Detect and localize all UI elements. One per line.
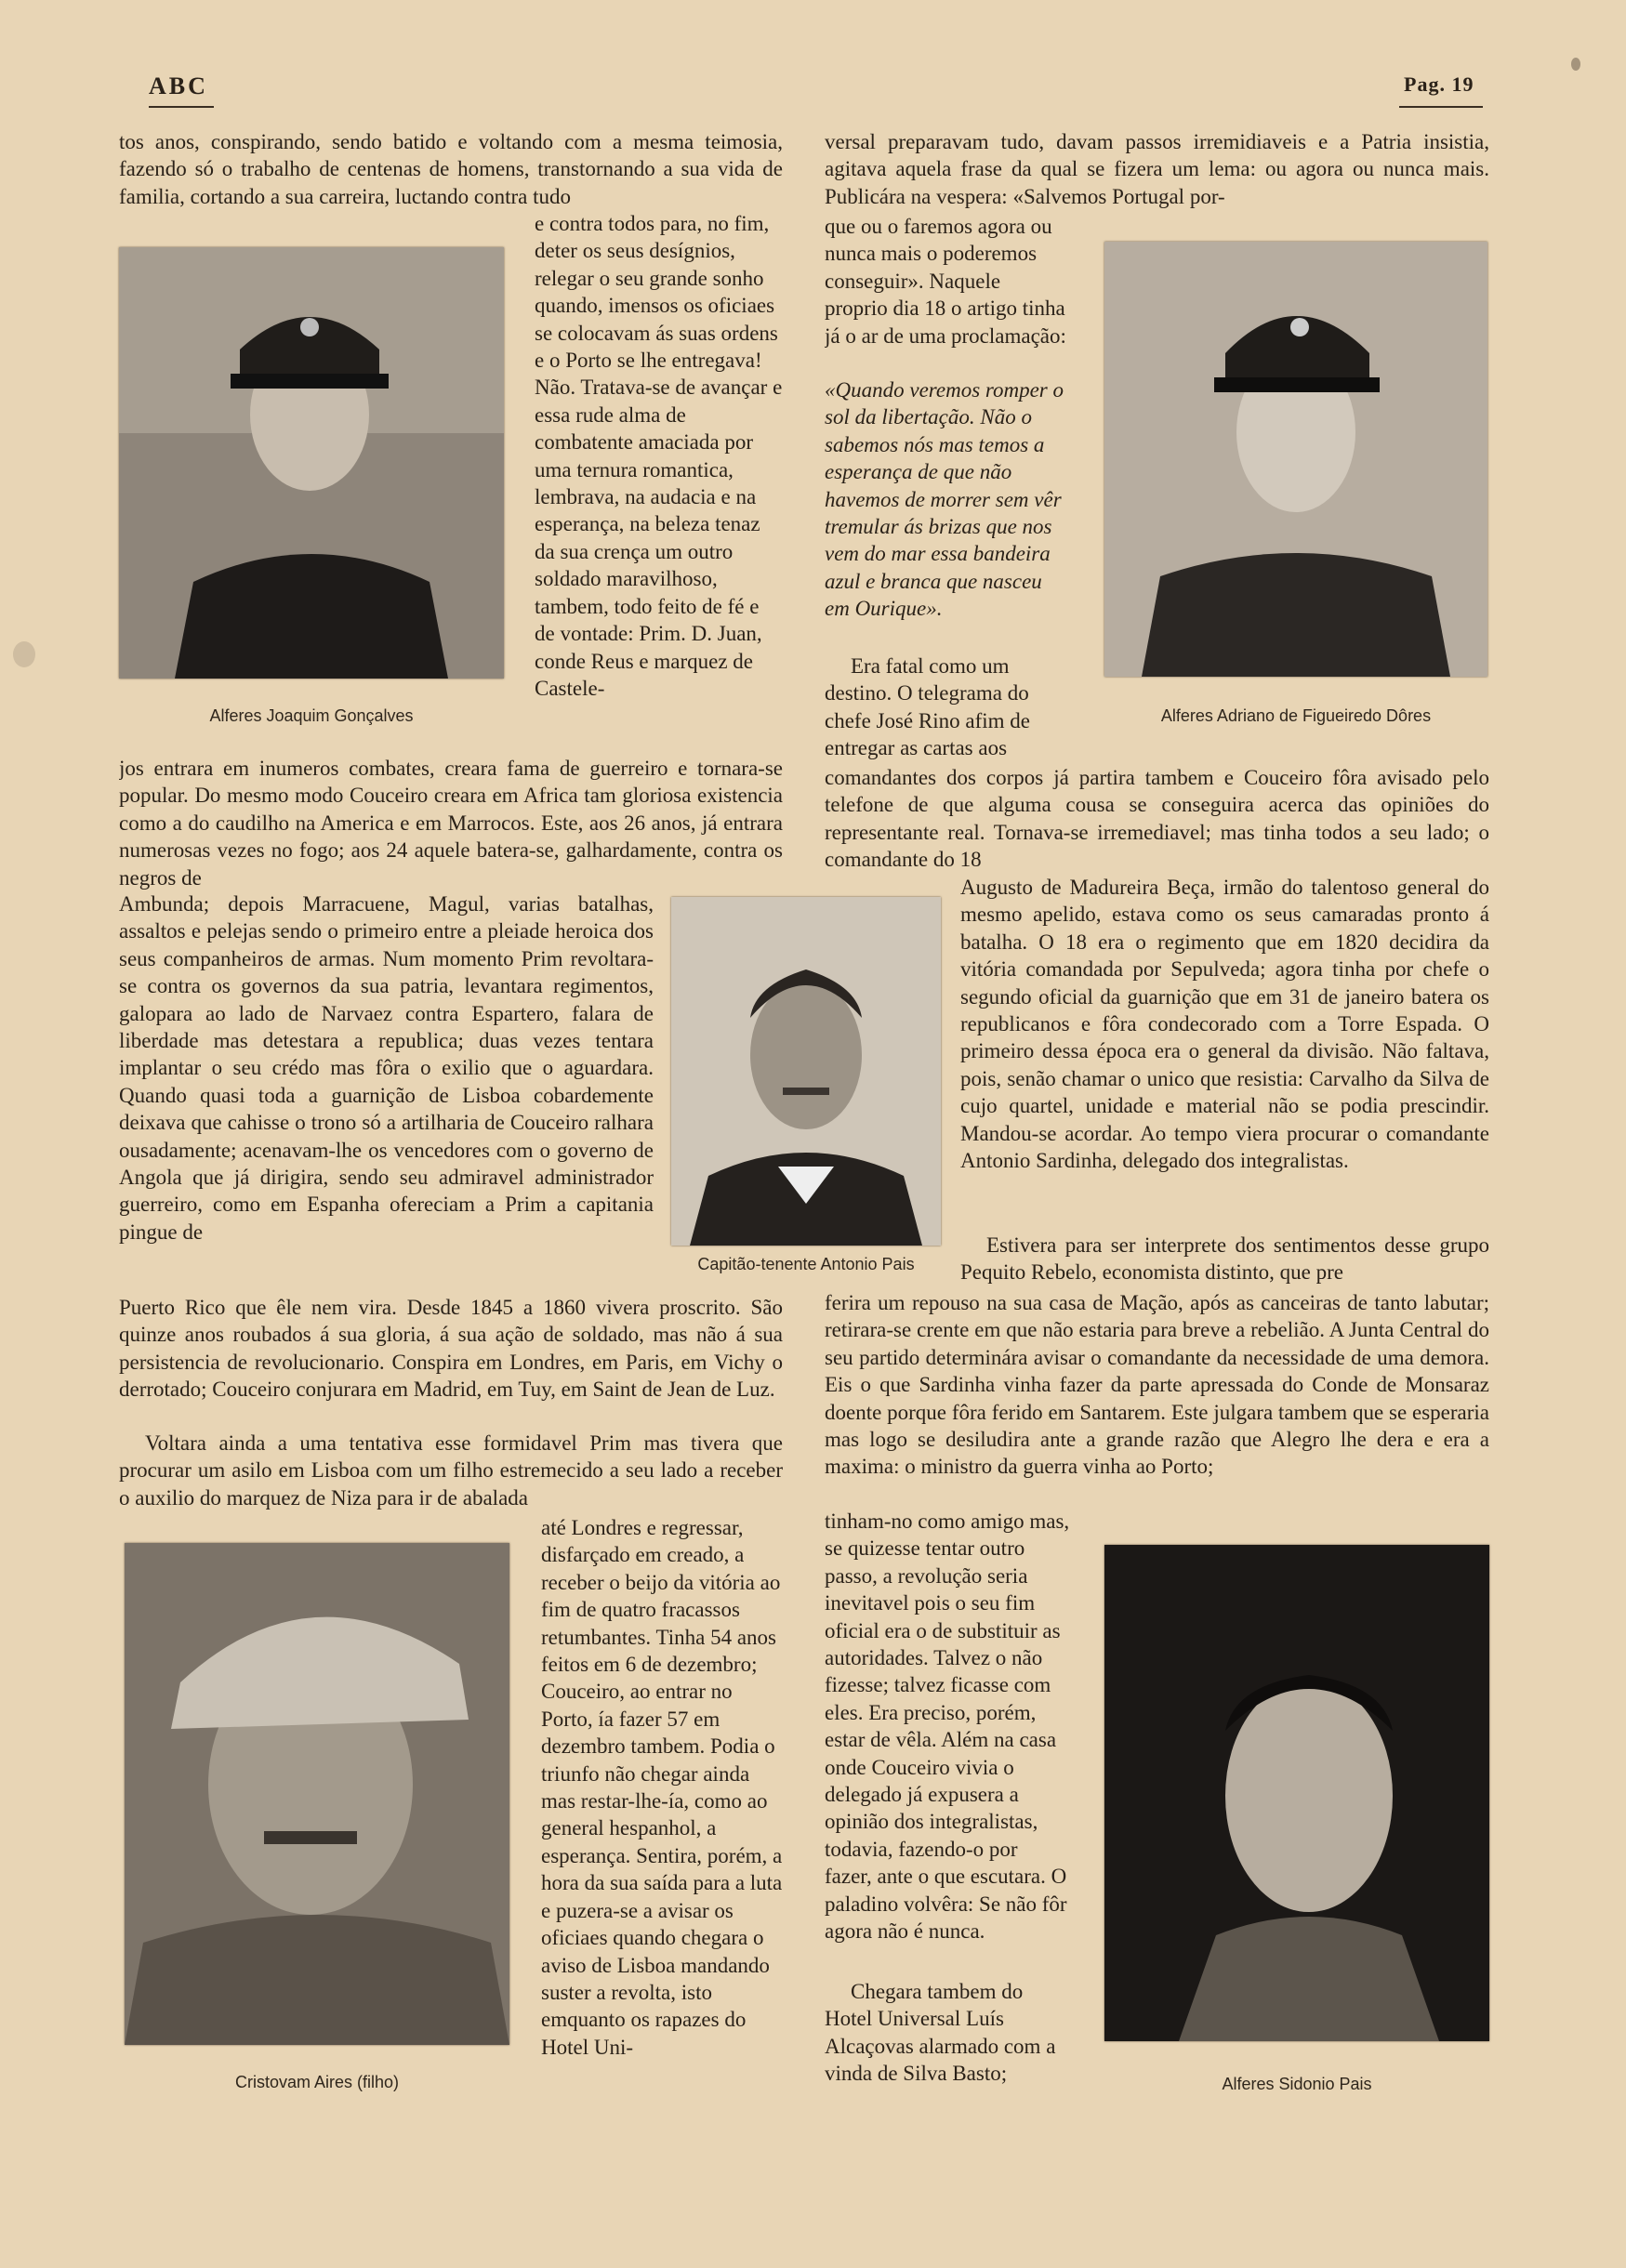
caption-sidonio: Alferes Sidonio Pais bbox=[1222, 2075, 1372, 2093]
text-block-2: e contra todos para, no fim, deter os seus desígnios, relegar o seu grande sonho quando, imensos os oficiaes se colocavam ás suas ordens e o Porto se lhe entregava! Não. Tratava-se de avançar e essa rude alma de combatente amaciada por uma ternura romantica, lembrava, na audacia e na esperança, na beleza tenaz da sua crença um outro soldado maravilhoso, tambem, todo feito de fé e de vontade: Prim. D. Juan, conde Reus e marquez de Castele- bbox=[535, 212, 783, 700]
page-number: Pag. 19 bbox=[1404, 73, 1474, 96]
text-block-14: Estivera para ser interprete dos sentimentos desse grupo Pequito Rebelo, economista distinto, que pre bbox=[960, 1233, 1489, 1285]
text-block-4: Ambunda; depois Marracuene, Magul, varias batalhas, assaltos e pelejas sendo o primeiro entre a pleiade heroica dos seus companheiros de armas. Num momento Prim revoltara-se contra os governos da sua patria, levantara regimentos, galopara ao lado de Narvaez contra Espartero, falara de liberdade mas detestara a republica; duas vezes tentara implantar o seu crédo mas fôra o exilio que o aguardara. Quando quasi toda a guarnição de Lisboa cobardemente deixava que cahisse o trono só a artilharia de Couceiro ralhara ousadamente; acenavam-lhe os vencedores com o governo de Angola que já dirigira, sendo seu admiravel administrador guerreiro, como em Espanha ofereciam a Prim a capitania pingue de bbox=[119, 892, 654, 1244]
text-block-5: Puerto Rico que êle nem vira. Desde 1845 a 1860 vivera proscrito. São quinze anos roubados á sua gloria, á sua ação de soldado, mas não á sua persistencia de revolucionario. Conspira em Londres, em Paris, em Vichy o derrotado; Couceiro conjurara em Madrid, em Tuy, em Saint de Jean de Luz. bbox=[119, 1296, 783, 1402]
header-rule-left bbox=[149, 106, 214, 108]
text-block-17: Chegara tambem do Hotel Universal Luís Alcaçovas alarmado com a vinda de Silva Basto; bbox=[825, 1980, 1056, 2086]
text-block-13: Augusto de Madureira Beça, irmão do talentoso general do mesmo apelido, estava como os seus camaradas pronto á batalha. O 18 era o regimento que em 1820 decidira da vitória comandada por Sepulveda; agora tinha por chefe o segundo oficial da guarnição que em 31 de janeiro batera os republicanos e fôra condecorado com a Torre Espada. O primeiro dessa época era o general da divisão. Não faltava, pois, senão chamar o unico que resistia: Carvalho da Silva de cujo quartel, unidade e material não se podia prescindir. Mandou-se acordar. Ao tempo viera procurar o comandante Antonio Sardinha, delegado dos integralistas. bbox=[960, 876, 1489, 1173]
caption-joaquim: Alferes Joaquim Gonçalves bbox=[209, 706, 414, 725]
photo-antonio-pais bbox=[671, 897, 941, 1246]
text-block-7: até Londres e regressar, disfarçado em creado, a receber o beijo da vitória ao fim de quatro fracassos retumbantes. Tinha 54 anos feitos em 6 de dezembro; Couceiro, ao entrar no Porto, ía fazer 57 em dezembro tambem. Podia o triunfo não chegar ainda mas restar-lhe-ía, como ao general hespanhol, a esperança. Sentira, porém, a hora da sua saída para a luta e puzera-se a avisar os oficiaes quando chegara o aviso de Lisboa mandando suster a revolta, isto emquanto os rapazes do Hotel Uni- bbox=[541, 1516, 783, 2059]
text-block-15: ferira um repouso na sua casa de Mação, após as canceiras de tanto labutar; retirara-se crente em que não estaria para breve a rebelião. A Junta Central do seu partido determinára avisar o comandante da necessidade de uma demora. Eis o que Sardinha vinha fazer da parte apressada do Conde de Monsaraz doente porque fôra ferido em Santarem. Este julgara tambem que se esperaria mas logo se desiludira ante a grande razão que Alegro lhe dera e era a maxima: o ministro da guerra vinha ao Porto; bbox=[825, 1291, 1489, 1479]
text-block-16: tinham-no como amigo mas, se quizesse tentar outro passo, a revolução seria inevitavel pois o seu fim oficial era o de substituir as autoridades. Talvez o não fizesse; talvez ficasse com eles. Era preciso, porém, estar de vêla. Além na casa onde Couceiro vivia o delegado já expusera a opinião dos integralistas, todavia, fazendo-o por fazer, ante o que escutara. O paladino volvêra: Se não fôr agora não é nunca. bbox=[825, 1510, 1070, 1944]
photo-cristovam-aires bbox=[125, 1543, 509, 2045]
text-block-10-quote: «Quando veremos romper o sol da libertação. Não o sabemos nós mas temos a esperança de que não havemos de morrer sem vêr tremular ás brizas que nos vem do mar essa bandeira azul e branca que nasceu em Ourique». bbox=[825, 378, 1064, 621]
header-rule-right bbox=[1399, 106, 1483, 108]
photo-adriano-dores bbox=[1104, 242, 1487, 677]
caption-antonio: Capitão-tenente Antonio Pais bbox=[697, 1255, 915, 1273]
text-block-11: Era fatal como um destino. O telegrama do chefe José Rino afim de entregar as cartas aos bbox=[825, 654, 1030, 760]
photo-joaquim-goncalves bbox=[119, 247, 504, 679]
photo-sidonio-pais bbox=[1104, 1545, 1489, 2041]
caption-adriano: Alferes Adriano de Figueiredo Dôres bbox=[1160, 706, 1432, 725]
caption-cristovam: Cristovam Aires (filho) bbox=[234, 2073, 400, 2091]
paper-stain bbox=[13, 641, 35, 667]
masthead: ABC bbox=[149, 73, 208, 99]
text-block-9: que ou o faremos agora ou nunca mais o poderemos conseguir». Naquele proprio dia 18 o artigo tinha já o ar de uma proclamação: bbox=[825, 215, 1066, 348]
ink-speck bbox=[1571, 58, 1580, 71]
text-block-8: versal preparavam tudo, davam passos irremidiaveis e a Patria insistia, agitava aquela frase da qual se fizera um lema: ou agora ou nunca mais. Publicára na vespera: «Salvemos Portugal por- bbox=[825, 130, 1489, 208]
text-block-3: jos entrara em inumeros combates, creara fama de guerreiro e tornara-se popular. Do mesmo modo Couceiro creara em Africa tam gloriosa existencia como a do caudilho na America e em Marrocos. Este, aos 26 anos, já entrara numerosas vezes no fogo; aos 24 aquele batera-se, galhardamente, contra os negros de bbox=[119, 757, 783, 890]
text-block-6: Voltara ainda a uma tentativa esse formidavel Prim mas tivera que procurar um asilo em Lisboa com um filho estremecido a seu lado a receber o auxilio do marquez de Niza para ir de abalada bbox=[119, 1431, 783, 1510]
text-block-1: tos anos, conspirando, sendo batido e voltando com a mesma teimosia, fazendo só o trabalho de centenas de homens, transtornando a sua vida de familia, cortando a sua carreira, luctando contra tudo bbox=[119, 130, 783, 208]
text-block-12: comandantes dos corpos já partira tambem e Couceiro fôra avisado pelo telefone de que alguma cousa se conseguira acerca das opiniões do representante real. Tornava-se irremediavel; mas tinha todos a seu lado; o comandante do 18 bbox=[825, 766, 1489, 872]
